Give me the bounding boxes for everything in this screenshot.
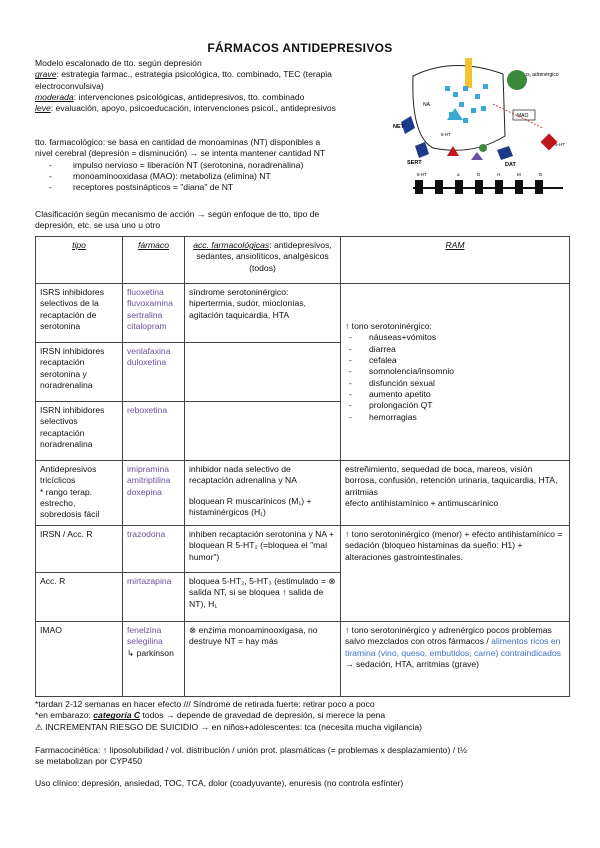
dat-label: DAT [505,162,516,168]
cell-acc [185,402,341,461]
farm-line-1: tto. farmacológico: se basa en cantidad de monoaminas (NT) disponibles a [35,137,321,147]
receptor-h-label: H [497,172,501,177]
synapse-diagram [393,56,568,206]
sert-transporter-icon [415,142,429,158]
mao-label: MAO [517,113,529,119]
note-1: *tardan 2-12 semanas en hacer efecto /// Síndrome de retirada fuerte: retirar poco a poco [35,699,375,709]
farm-section [35,137,385,194]
note-2: *en embarazo: categoría C todos → depende de gravedad de depresión, si merece la pena [35,710,386,721]
red-marker [447,146,459,156]
farm-bullet: - monoaminooxidasa (MAO): metaboliza (elimina) NT [35,171,385,182]
clasif-line-2: depresión, etc. se usa uno u otro [35,220,161,231]
col-header-acc: acc. farmacológicas: antidepresivos, sedantes, ansiolíticos, analgésicos (todos) [185,237,341,284]
cell-farmaco: venlafaxina duloxetina [123,343,185,402]
note-3-warning: ⚠ INCREMENTAN RIESGO DE SUICIDIO → en niños+adolescentes: tca (necesita mucha vigilancia) [35,721,422,732]
cell-farmaco: imipramina amitriptilina doxepina [123,461,185,526]
cell-farmaco: reboxetina [123,402,185,461]
cell-acc: inhiben recaptación serotonina y NA + bloquean R 5-HT₂ (=bloquea el "mal humor") [185,526,341,573]
note-4: Farmacocinética: ↑ liposolubilidad / vol. distribución / unión prot. plasmáticas (= problemas x desplazamiento) / t½ [35,745,468,756]
cell-tipo: IMAO [36,622,123,697]
alpha2-receptor-icon [507,70,527,90]
cell-farmaco: trazodona [123,526,185,573]
leve-text: : evaluación, apoyo, psicoeducación, intervenciones psicol., antidepresivos [50,103,336,114]
sert-label: SERT [407,160,422,166]
net-label: NET [393,124,404,130]
dopamine-vesicle [479,144,487,152]
cell-farmaco: fluoxetina fluvoxamina sertralina citalopram [123,284,185,343]
cell-tipo: ISRS inhibidores selectivos de la recaptación de serotonina [36,284,123,343]
cell-tipo: Antidepresivos tricíclicos * rango terap. estrecho, sobredosis fácil [36,461,123,526]
cell-ram: estreñimiento, sequedad de boca, mareos, visión borrosa, confusión, retención urinaria, taquicardia, HTA, arritmias efecto antihistamínico + antimuscarínico [341,461,570,526]
moderada-text: : intervenciones psicológicas, antidepresivos, tto. combinado [73,92,305,103]
dat-transporter-icon [497,146,513,160]
cell-tipo: ISRN inhibidores selectivos recaptación noradrenalina [36,402,123,461]
table-row-triciclicos [36,461,570,526]
moderada-line [35,92,385,103]
table-row-imao [36,622,570,697]
grave-line [35,69,385,80]
cell-tipo: IRSN / Acc. R [36,526,123,573]
table-header-row [36,237,570,284]
intro-line: Modelo escalonado de tto. según depresión [35,58,202,68]
cell-acc [185,343,341,402]
cell-farmaco: fenelzina selegilina ↳ parkinson [123,622,185,697]
leve-label: leve [35,103,51,114]
receptor-d2-label: D [539,172,543,177]
farm-bullet: - impulso nervioso = liberación NT (serotonina, noradrenalina) [35,160,385,171]
receptor-alpha-label: α [457,172,460,177]
table-row-isrs [36,284,570,343]
cell-tipo: Acc. R [36,573,123,622]
cell-ram: ↑ tono serotoninérgico (menor) + efecto antihistamínico = sedación (bloqueo histaminas da sueño: H1) + alteraciones gastrointestinales. [341,526,570,622]
farm-bullets [35,160,385,194]
cell-ram-shared: ↑ tono serotoninérgico: - náuseas+vómitos - diarrea - cefalea - somnolencia/insomnio - disfunción sexual - aumento apetito - prolongación QT - hemorragias [341,284,570,461]
receptor-m-label: M [517,172,521,177]
cell-acc: inhibidor nada selectivo de recaptación adrenalina y NA bloquean R muscarínicos (M₁) + histaminérgicos (H₁) [185,461,341,526]
cell-farmaco: mirtazapina [123,573,185,622]
cell-acc: ⊗ enzima monoaminooxigasa, no destruye NT = hay más [185,622,341,697]
cell-acc: bloquea 5-HT₂, 5-HT₃ (estimulado = ⊗ salida NT, si se bloquea ↑ salida de NT), H₁ [185,573,341,622]
clasif-line-1: Clasificación según mecanismo de acción → según enfoque de tto, tipo de [35,209,320,219]
col-header-farmaco: fármaco [123,237,185,284]
cell-acc: síndrome serotoninérgico: hipertermia, sudor, mioclonías, agitación taquicardia, HTA [185,284,341,343]
na-label: NA [423,102,430,108]
receptor-labels [417,172,543,177]
clasif-section [35,209,435,232]
note-5: Uso clínico: depresión, ansiedad, TOC, TCA, dolor (coadyuvante), enuresis (no controla esfínter) [35,777,404,788]
axon-bar [465,58,472,88]
5ht-label-left: 5-HT [441,132,451,137]
note-4b: se metabolizan por CYP450 [35,756,143,767]
leve-line [35,103,385,114]
notes-section [35,699,575,789]
receptor-d-label: D [477,172,481,177]
cell-tipo: IRSN inhibidores recaptación serotonina y noradrenalina [36,343,123,402]
receptor-5ht-label: 5-HT [417,172,427,177]
drug-table [35,236,570,697]
col-header-ram: RAM [341,237,570,284]
grave-label: grave [35,69,57,80]
farm-line-2: nivel cerebral (depresión = disminución) → se intenta mantener cantidad NT [35,148,326,159]
table-row-trazodona [36,526,570,573]
5ht-label-right: 5-HT [555,142,565,147]
alpha2-label: α₂ adrenérgico [526,72,559,78]
grave-text: : estrategia farmac., estrategia psicológica, tto. combinado, TEC (terapia [56,69,332,80]
grave-line-2: electroconvulsiva) [35,80,104,91]
page-title: FÁRMACOS ANTIDEPRESIVOS [207,41,393,55]
purple-marker [471,152,483,160]
col-header-tipo: tipo [36,237,123,284]
farm-bullet: - receptores postsinápticos = "diana" de NT [35,182,385,193]
intro-section [35,58,385,115]
moderada-label: moderada [35,92,74,103]
cell-ram: ↑ tono serotoninérgico y adrenérgico pocos problemas salvo mezclados con otros fármacos / alimentos ricos en tiramina (vino, queso, embutidos, carne) contraindicados → sedación, HTA, arritmias (grave) [341,622,570,697]
